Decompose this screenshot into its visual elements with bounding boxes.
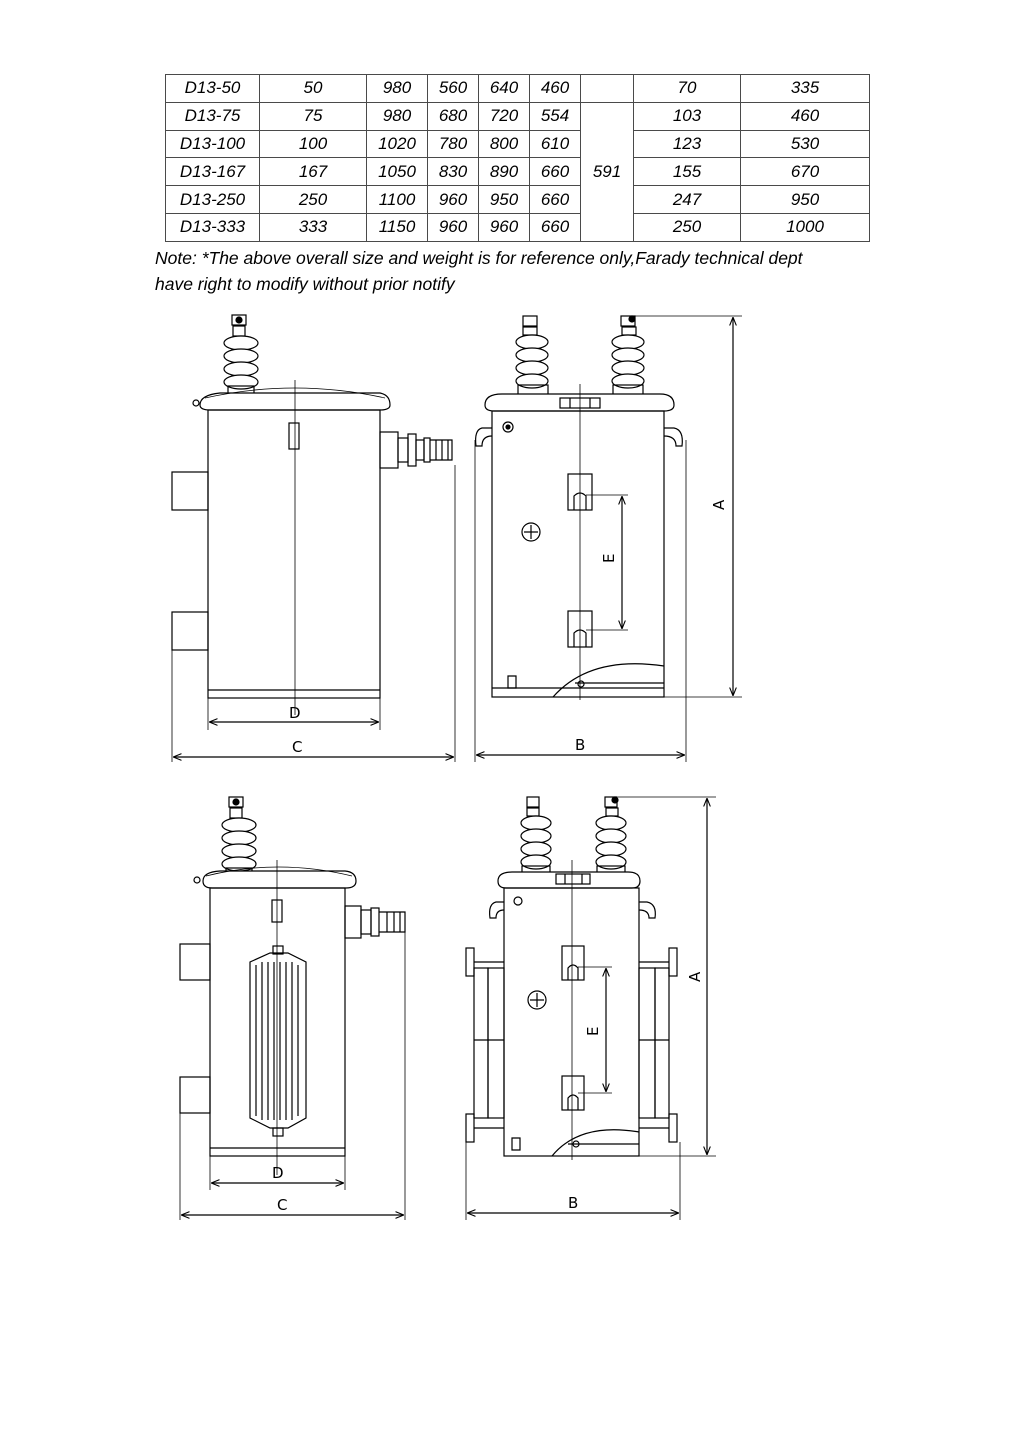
dimension-label-a: A	[710, 499, 728, 510]
mounting-bracket	[180, 1077, 210, 1113]
table-cell: 980	[367, 75, 428, 103]
table-cell: 660	[530, 213, 581, 241]
hv-bushing-left	[521, 797, 551, 875]
side-view-radiator-drawing	[180, 797, 405, 1220]
lv-bushing	[345, 906, 405, 938]
tank-body	[504, 888, 639, 1156]
table-cell: 960	[479, 213, 530, 241]
table-cell: 670	[741, 158, 870, 186]
table-cell: D13-50	[166, 75, 260, 103]
table-cell: 660	[530, 158, 581, 186]
table-cell: 50	[260, 75, 367, 103]
dimension-label-e: E	[600, 553, 618, 563]
table-cell: 155	[634, 158, 741, 186]
dimension-label-c: C	[277, 1196, 288, 1214]
mounting-bracket	[172, 612, 208, 650]
dimension-label-a: A	[686, 971, 704, 982]
table-cell: 75	[260, 102, 367, 130]
table-cell: 123	[634, 130, 741, 158]
dimension-label-b: B	[575, 736, 586, 754]
table-cell: 950	[741, 186, 870, 214]
tank-body	[208, 410, 380, 698]
table-cell: 1100	[367, 186, 428, 214]
table-cell: 1050	[367, 158, 428, 186]
lifting-hook	[476, 428, 492, 446]
table-cell: 890	[479, 158, 530, 186]
front-view-radiator-drawing	[466, 797, 716, 1220]
bushing	[224, 315, 258, 396]
bushing	[222, 797, 256, 878]
dimension-label-c: C	[292, 738, 303, 756]
table-cell: 640	[479, 75, 530, 103]
table-cell: 247	[634, 186, 741, 214]
table-cell: 1150	[367, 213, 428, 241]
table-cell: D13-100	[166, 130, 260, 158]
table-cell: D13-250	[166, 186, 260, 214]
table-cell: 960	[428, 213, 479, 241]
radiator-left	[466, 948, 504, 1142]
table-cell: 830	[428, 158, 479, 186]
tank-body	[210, 888, 345, 1156]
table-cell: 103	[634, 102, 741, 130]
table-cell: 780	[428, 130, 479, 158]
table-cell: 1000	[741, 213, 870, 241]
note-line-2: have right to modify without prior notify	[155, 274, 455, 294]
table-cell: 980	[367, 102, 428, 130]
table-cell: 100	[260, 130, 367, 158]
table-cell: D13-75	[166, 102, 260, 130]
radiator-right	[639, 948, 677, 1142]
table-cell: D13-167	[166, 158, 260, 186]
tank-body	[492, 411, 664, 697]
table-cell: 960	[428, 186, 479, 214]
table-cell: 800	[479, 130, 530, 158]
table-cell: 70	[634, 75, 741, 103]
mounting-bracket	[180, 944, 210, 980]
table-cell: 335	[741, 75, 870, 103]
lifting-hook	[490, 902, 504, 918]
table-cell: 1020	[367, 130, 428, 158]
table-cell-merged: 591	[581, 102, 634, 241]
table-cell: 950	[479, 186, 530, 214]
dimension-label-d: D	[289, 704, 301, 722]
hv-bushing-left	[516, 316, 548, 395]
dimension-label-b: B	[568, 1194, 579, 1212]
table-cell: 250	[260, 186, 367, 214]
hv-bushing-right	[596, 797, 626, 875]
table-cell: 167	[260, 158, 367, 186]
table-cell: 554	[530, 102, 581, 130]
radiator-panel	[250, 946, 306, 1136]
hv-bushing-right	[612, 316, 644, 395]
table-cell: D13-333	[166, 213, 260, 241]
hanger-bracket	[562, 946, 584, 980]
table-cell: 250	[634, 213, 741, 241]
side-view-drawing	[172, 315, 455, 762]
table-cell: 720	[479, 102, 530, 130]
table-cell: 610	[530, 130, 581, 158]
table-cell: 660	[530, 186, 581, 214]
lifting-hook	[639, 902, 655, 918]
mounting-bracket	[172, 472, 208, 510]
note-line-1: Note: *The above overall size and weight is for reference only,Farady technical dept	[155, 248, 803, 268]
lv-bushing	[380, 432, 452, 468]
table-cell: 333	[260, 213, 367, 241]
lifting-hook	[664, 428, 682, 446]
dimension-label-d: D	[272, 1164, 284, 1182]
dimension-label-e: E	[584, 1026, 602, 1036]
table-cell: 530	[741, 130, 870, 158]
table-cell: 560	[428, 75, 479, 103]
table-cell: 680	[428, 102, 479, 130]
table-cell: 460	[741, 102, 870, 130]
front-view-drawing	[475, 316, 742, 762]
table-cell: 460	[530, 75, 581, 103]
